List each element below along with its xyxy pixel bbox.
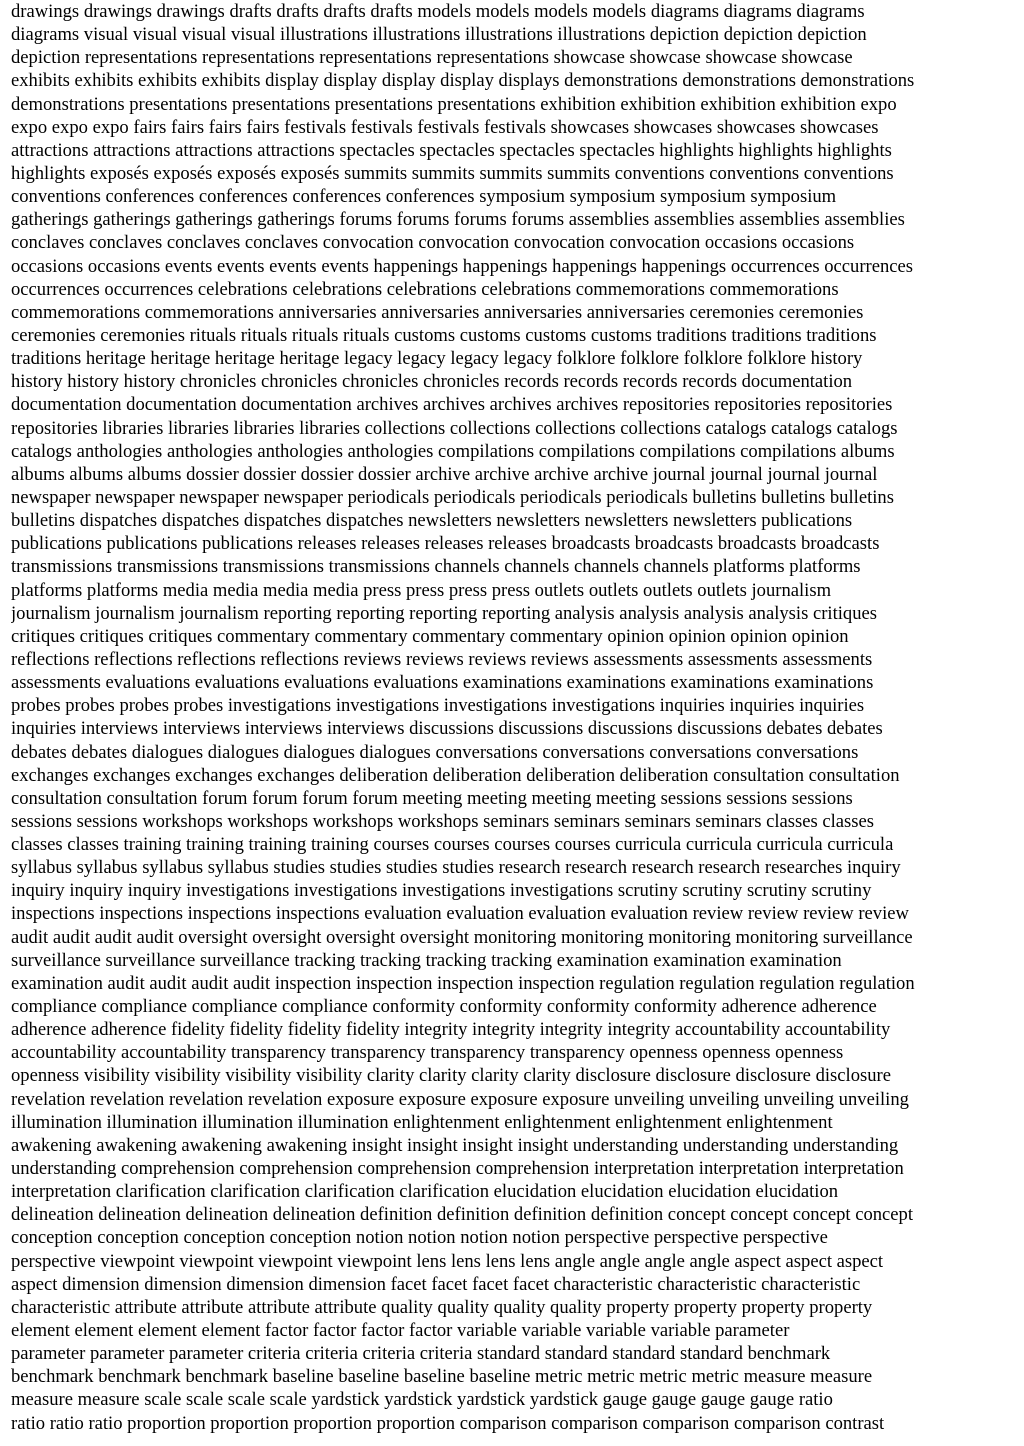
text-line: catalogs anthologies anthologies anthologies anthologies compilations compilations compilations compilations albums bbox=[11, 440, 895, 462]
text-line: syllabus syllabus syllabus syllabus studies studies studies studies research research research research researches inquiry bbox=[11, 857, 901, 879]
text-line: awakening awakening awakening awakening insight insight insight insight understanding understanding understanding bbox=[11, 1134, 899, 1156]
text-line: understanding comprehension comprehension comprehension comprehension interpretation interpretation interpretation bbox=[11, 1158, 904, 1180]
text-line: probes probes probes probes investigations investigations investigations investigations inquiries inquiries inquiries bbox=[11, 695, 865, 717]
document-page bbox=[11, 0, 1021, 1435]
text-line: delineation delineation delineation delineation definition definition definition definition concept concept concept concept bbox=[11, 1204, 914, 1226]
text-line: diagrams visual visual visual visual illustrations illustrations illustrations illustrations depiction depiction depiction bbox=[11, 24, 867, 46]
text-line: occurrences occurrences celebrations celebrations celebrations celebrations commemorations commemorations bbox=[11, 278, 839, 300]
text-line: depiction representations representations representations representations showcase showcase showcase showcase bbox=[11, 47, 853, 69]
text-line: documentation documentation documentation archives archives archives archives repositories repositories repositories bbox=[11, 394, 893, 416]
text-line: interpretation clarification clarification clarification clarification elucidation elucidation elucidation elucidation bbox=[11, 1181, 839, 1203]
text-line: exchanges exchanges exchanges exchanges deliberation deliberation deliberation deliberation consultation consultation bbox=[11, 764, 900, 786]
text-line: element element element element factor factor factor factor variable variable variable variable parameter bbox=[11, 1320, 790, 1342]
text-line: albums albums albums dossier dossier dossier dossier archive archive archive archive journal journal journal journal bbox=[11, 463, 878, 485]
text-line: inquiry inquiry inquiry investigations investigations investigations investigations scrutiny scrutiny scrutiny scrutiny bbox=[11, 880, 872, 902]
text-line: conclaves conclaves conclaves conclaves convocation convocation convocation convocation occasions occasions bbox=[11, 232, 855, 254]
text-line: compliance compliance compliance compliance conformity conformity conformity conformity adherence adherence bbox=[11, 996, 877, 1018]
text-line: exhibits exhibits exhibits exhibits display display display display displays demonstrations demonstrations demonstrations bbox=[11, 70, 915, 92]
text-line: attractions attractions attractions attractions spectacles spectacles spectacles spectacles highlights highlights highlights bbox=[11, 139, 892, 161]
text-line: surveillance surveillance surveillance tracking tracking tracking tracking examination examination examination bbox=[11, 949, 842, 971]
text-line: debates debates dialogues dialogues dialogues dialogues conversations conversations conversations conversations bbox=[11, 741, 859, 763]
text-line: ratio ratio ratio proportion proportion proportion proportion comparison comparison comparison comparison contrast bbox=[11, 1412, 885, 1434]
text-line: openness visibility visibility visibility visibility clarity clarity clarity clarity disclosure disclosure disclosure disclosure bbox=[11, 1065, 891, 1087]
text-line: assessments evaluations evaluations evaluations evaluations examinations examinations examinations examinations bbox=[11, 672, 874, 694]
text-line: classes classes training training training training courses courses courses courses curricula curricula curricula curricula bbox=[11, 834, 894, 856]
text-line: conception conception conception conception notion notion notion notion perspective perspective perspective bbox=[11, 1227, 828, 1249]
text-line: platforms platforms media media media media press press press press outlets outlets outlets outlets journalism bbox=[11, 579, 832, 601]
text-line: aspect dimension dimension dimension dimension facet facet facet facet characteristic characteristic characteristic bbox=[11, 1273, 861, 1295]
text-line: sessions sessions workshops workshops workshops workshops seminars seminars seminars seminars classes classes bbox=[11, 810, 874, 832]
text-line: gatherings gatherings gatherings gatherings forums forums forums forums assemblies assemblies assemblies assemblies bbox=[11, 209, 905, 231]
text-line: audit audit audit audit oversight oversight oversight oversight monitoring monitoring monitoring monitoring surveillance bbox=[11, 926, 913, 948]
text-line: adherence adherence fidelity fidelity fidelity fidelity integrity integrity integrity integrity accountability accountability bbox=[11, 1019, 891, 1041]
text-line: inspections inspections inspections inspections evaluation evaluation evaluation evaluation review review review review bbox=[11, 903, 909, 925]
text-line: publications publications publications releases releases releases releases broadcasts broadcasts broadcasts broadcasts bbox=[11, 533, 880, 555]
text-line: ceremonies ceremonies rituals rituals rituals rituals customs customs customs customs traditions traditions traditions bbox=[11, 324, 877, 346]
text-line: expo expo expo fairs fairs fairs fairs festivals festivals festivals festivals showcases showcases showcases showcases bbox=[11, 116, 879, 138]
text-line: reflections reflections reflections reflections reviews reviews reviews reviews assessments assessments assessments bbox=[11, 648, 873, 670]
text-line: consultation consultation forum forum forum forum meeting meeting meeting meeting sessions sessions sessions bbox=[11, 787, 853, 809]
text-line: highlights exposés exposés exposés exposés summits summits summits summits conventions conventions conventions bbox=[11, 162, 894, 184]
text-line: benchmark benchmark benchmark baseline baseline baseline baseline metric metric metric metric measure measure bbox=[11, 1366, 873, 1388]
text-line: critiques critiques critiques commentary commentary commentary commentary opinion opinion opinion opinion bbox=[11, 625, 849, 647]
text-line: journalism journalism journalism reporting reporting reporting reporting analysis analysis analysis analysis critiques bbox=[11, 602, 877, 624]
text-line: measure measure scale scale scale scale yardstick yardstick yardstick yardstick gauge gauge gauge gauge ratio bbox=[11, 1389, 833, 1411]
text-line: newspaper newspaper newspaper newspaper periodicals periodicals periodicals periodicals bulletins bulletins bulletins bbox=[11, 486, 894, 508]
text-line: perspective viewpoint viewpoint viewpoint viewpoint lens lens lens lens angle angle angle angle aspect aspect aspect bbox=[11, 1250, 884, 1272]
text-line: revelation revelation revelation revelation exposure exposure exposure exposure unveiling unveiling unveiling unveiling bbox=[11, 1088, 909, 1110]
text-line: parameter parameter parameter criteria criteria criteria criteria standard standard standard standard benchmark bbox=[11, 1343, 831, 1365]
text-line: examination audit audit audit audit inspection inspection inspection inspection regulation regulation regulation regulation bbox=[11, 972, 915, 994]
text-line: inquiries interviews interviews interviews interviews discussions discussions discussions discussions debates debates bbox=[11, 718, 883, 740]
text-line: traditions heritage heritage heritage heritage legacy legacy legacy legacy folklore folklore folklore folklore history bbox=[11, 348, 863, 370]
text-line: occasions occasions events events events events happenings happenings happenings happenings occurrences occurrences bbox=[11, 255, 914, 277]
text-line: repositories libraries libraries libraries libraries collections collections collections collections catalogs catalogs catalogs bbox=[11, 417, 898, 439]
text-line: characteristic attribute attribute attribute attribute quality quality quality quality property property property property bbox=[11, 1296, 873, 1318]
text-line: history history history chronicles chronicles chronicles chronicles records records records records documentation bbox=[11, 371, 853, 393]
text-line: drawings drawings drawings drafts drafts drafts drafts models models models models diagrams diagrams diagrams bbox=[11, 1, 865, 22]
text-line: bulletins dispatches dispatches dispatches dispatches newsletters newsletters newsletters newsletters publications bbox=[11, 510, 853, 532]
text-line: accountability accountability transparency transparency transparency transparency openness openness openness bbox=[11, 1042, 844, 1064]
text-line: conventions conferences conferences conferences conferences symposium symposium symposium symposium bbox=[11, 186, 837, 208]
text-line: demonstrations presentations presentations presentations presentations exhibition exhibition exhibition exhibition expo bbox=[11, 93, 897, 115]
text-line: illumination illumination illumination illumination enlightenment enlightenment enlightenment enlightenment bbox=[11, 1111, 833, 1133]
text-line: commemorations commemorations anniversaries anniversaries anniversaries anniversaries ceremonies ceremonies bbox=[11, 301, 864, 323]
text-line: transmissions transmissions transmissions transmissions channels channels channels channels platforms platforms bbox=[11, 556, 861, 578]
